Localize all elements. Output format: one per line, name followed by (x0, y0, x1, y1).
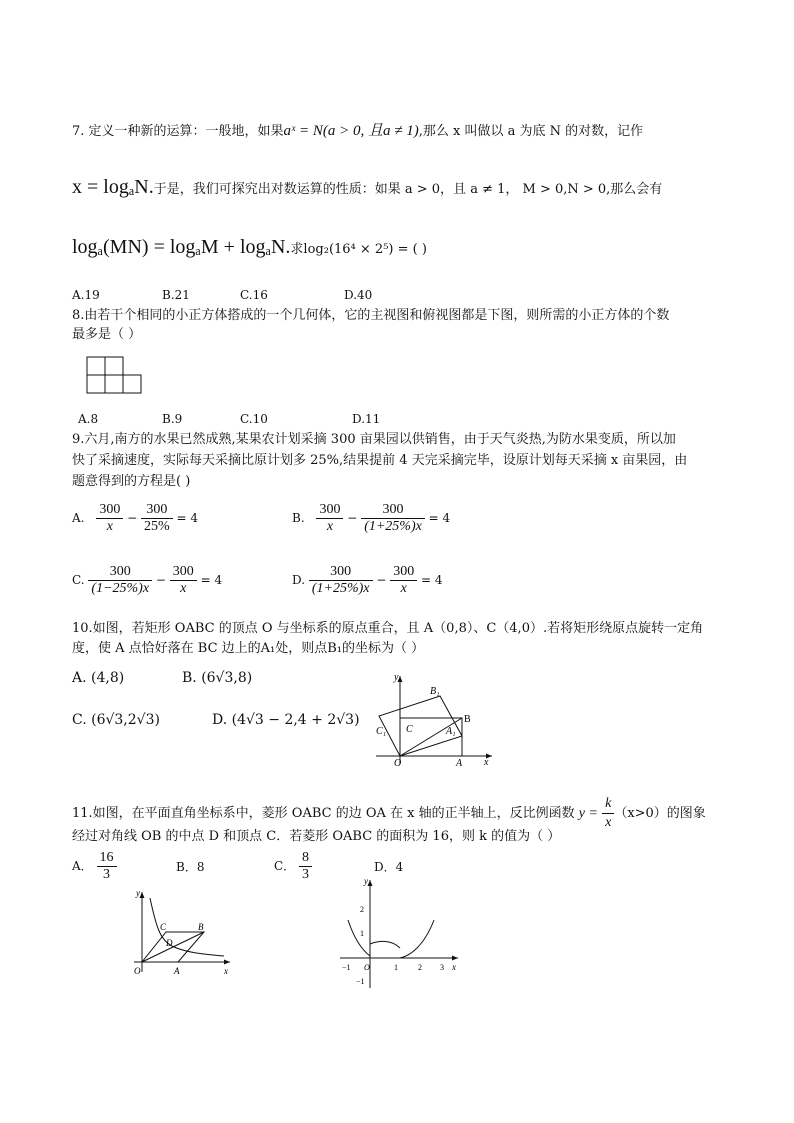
denominator: x (326, 519, 334, 534)
q11-figure-graph (334, 876, 462, 994)
numerator: 300 (170, 564, 197, 581)
denominator: (1−25%)x (91, 581, 150, 596)
q9-option-b (292, 502, 450, 535)
q10-option-c: C. (6√3,2√3) (72, 712, 160, 728)
q11-option-c-label: C． (274, 859, 296, 873)
label-x: x (452, 962, 456, 972)
q8-square (105, 375, 123, 393)
q8-option-d: D.11 (352, 412, 381, 426)
denominator: x (605, 815, 612, 830)
q8-line2: 最多是（ ） (72, 327, 142, 342)
label-b: B (198, 922, 204, 932)
numerator: 300 (361, 502, 425, 519)
q8-square (87, 375, 105, 393)
tick-x-label: 2 (418, 963, 422, 972)
y-axis-arrow-icon (368, 880, 373, 886)
q9-option-a-label: A. (72, 511, 85, 525)
q10-option-b: B. (6√3,8) (182, 670, 253, 686)
fraction (97, 850, 117, 883)
q10-line2: 度，使 A 点恰好落在 BC 边上的A₁处，则点B₁的坐标为（ ） (72, 641, 425, 656)
q11-figure-rhombus (126, 886, 236, 978)
fraction (602, 795, 614, 832)
denominator: 3 (103, 867, 110, 882)
label-x: x (224, 966, 228, 976)
equals-four: = 4 (421, 573, 443, 587)
q11-line1-text: 11.如图，在平面直角坐标系中，菱形 OABC 的边 OA 在 x 轴的正半轴上，反比例函数 (72, 806, 575, 821)
q11-option-c (274, 850, 312, 883)
label-a: A (456, 758, 463, 768)
q9-line1: 9.六月,南方的水果已然成熟,某果农计划采摘 300 亩果园以供销售，由于天气炎热,为防水果变质，所以加 (72, 432, 676, 447)
numerator: 300 (316, 502, 343, 519)
q8-square (123, 375, 141, 393)
numerator: k (602, 795, 614, 814)
q7-option-c: C.16 (240, 288, 268, 302)
label-a: A (174, 966, 180, 976)
q9-option-a (72, 502, 198, 535)
label-b1: B₁ (430, 686, 440, 697)
q11-option-d: D．4 (374, 860, 404, 874)
q9-line3: 题意得到的方程是( ) (72, 474, 191, 489)
q7-line2 (72, 178, 662, 199)
tick-y-label: 1 (360, 929, 364, 938)
x-axis-arrow-icon (224, 960, 230, 965)
label-o: O (364, 963, 370, 972)
q11-line1-end: （x>0）的图象 (614, 806, 706, 821)
function-curve (348, 920, 434, 958)
tick-x-label: 1 (394, 963, 398, 972)
denominator: x (180, 581, 187, 596)
minus-sign: − (347, 511, 358, 525)
q10-figure (370, 666, 500, 768)
label-d: D (166, 938, 173, 948)
q11-option-b: B．8 (176, 860, 205, 874)
denominator: 3 (302, 867, 310, 882)
label-a1: A₁ (446, 726, 456, 737)
minus-sign: − (376, 573, 387, 587)
q11-line1 (72, 795, 706, 832)
label-y: y (364, 876, 368, 886)
func-lhs: y = (578, 806, 598, 821)
q9-option-c-label: C. (72, 573, 85, 587)
q7-line1-text: 7. 定义一种新的运算：一般地，如果 (72, 124, 284, 139)
q7-line1 (72, 122, 643, 141)
denominator: x (400, 581, 407, 596)
minus-sign: − (155, 573, 166, 587)
q10-option-d: D. (4√3 − 2,4 + 2√3) (212, 712, 360, 728)
fraction (141, 502, 173, 535)
fraction (309, 564, 373, 597)
label-o: O (134, 966, 141, 976)
q8-view-figure (86, 356, 146, 398)
numerator: 300 (141, 502, 173, 519)
denominator: 25% (144, 519, 170, 534)
q8-option-c: C.10 (240, 412, 268, 426)
minus-sign: − (127, 511, 138, 525)
label-c1: C₁ (376, 726, 387, 737)
q7-option-d: D.40 (344, 288, 373, 302)
fraction (390, 564, 417, 597)
q10-line1: 10.如图，若矩形 OABC 的顶点 O 与坐标系的原点重合，且 A（0,8）、C（4,0）.若将矩形绕原点旋转一定角 (72, 621, 704, 636)
equals-four: = 4 (428, 511, 451, 525)
q8-line1: 8.由若干个相同的小正方体搭成的一个几何体，它的主视图和俯视图都是下图，则所需的小正方体的个数 (72, 308, 670, 323)
q10-option-a: A. (4,8) (72, 670, 125, 686)
y-axis-arrow-icon (140, 892, 145, 898)
q8-square (87, 357, 105, 375)
numerator: 300 (96, 502, 123, 519)
numerator: 8 (299, 850, 312, 867)
tick-y-label: −1 (356, 977, 365, 986)
denominator: (1+25%)x (311, 581, 370, 596)
fraction (88, 564, 152, 597)
label-x: x (484, 757, 489, 768)
label-o: O (394, 758, 402, 768)
q7-log-definition: x = logₐN. (72, 176, 154, 198)
q11-option-a-label: A． (72, 859, 93, 873)
q9-option-d (292, 564, 443, 597)
denominator: (1+25%)x (364, 519, 422, 534)
q7-question: 求log₂(16⁴ × 2⁵) = ( ) (290, 242, 427, 257)
equals-four: = 4 (176, 511, 199, 525)
label-c: C (160, 922, 167, 932)
x-axis-arrow-icon (452, 956, 458, 961)
q11-line2: 经过对角线 OB 的中点 D 和顶点 C．若菱形 OABC 的面积为 16，则 k 的值为（ ） (72, 829, 561, 844)
tick-x-label: 3 (440, 963, 444, 972)
q7-log-property: logₐ(MN) = logₐM + logₐN. (72, 236, 291, 258)
q7-option-a: A.19 (72, 288, 100, 302)
q7-condition: aˣ = N(a > 0, 且a ≠ 1) (283, 123, 419, 139)
label-b: B (464, 714, 471, 725)
q7-option-b: B.21 (162, 288, 190, 302)
q9-line2: 快了采摘速度，实际每天采摘比原计划多 25%,结果提前 4 天完采摘完毕，设原计划每天采摘 x 亩果园，由 (72, 453, 688, 468)
numerator: 300 (309, 564, 373, 581)
fraction (170, 564, 197, 597)
q7-line3 (72, 238, 427, 259)
fraction (316, 502, 343, 535)
q11-option-a (72, 850, 117, 883)
q9-option-b-label: B. (292, 511, 305, 525)
label-y: y (394, 672, 399, 683)
q8-option-a: A.8 (78, 412, 99, 426)
q9-option-c (72, 564, 222, 597)
label-c: C (406, 724, 413, 735)
numerator: 300 (390, 564, 417, 581)
q7-line2-text: 于是，我们可探究出对数运算的性质：如果 a > 0，且 a ≠ 1， M > 0,N > 0,那么会有 (153, 182, 663, 197)
label-y: y (136, 888, 140, 898)
q8-square (105, 357, 123, 375)
tick-x-label: −1 (342, 963, 351, 972)
fraction (361, 502, 425, 535)
equals-four: = 4 (200, 573, 223, 587)
q7-line1-tail: ,那么 x 叫做以 a 为底 N 的对数，记作 (418, 124, 644, 139)
fraction (96, 502, 123, 535)
numerator: 300 (88, 564, 152, 581)
q9-option-d-label: D. (292, 573, 306, 587)
numerator: 16 (97, 850, 117, 867)
fraction (299, 850, 312, 883)
tick-y-label: 2 (360, 905, 364, 914)
denominator: x (106, 519, 113, 534)
q8-option-b: B.9 (162, 412, 183, 426)
